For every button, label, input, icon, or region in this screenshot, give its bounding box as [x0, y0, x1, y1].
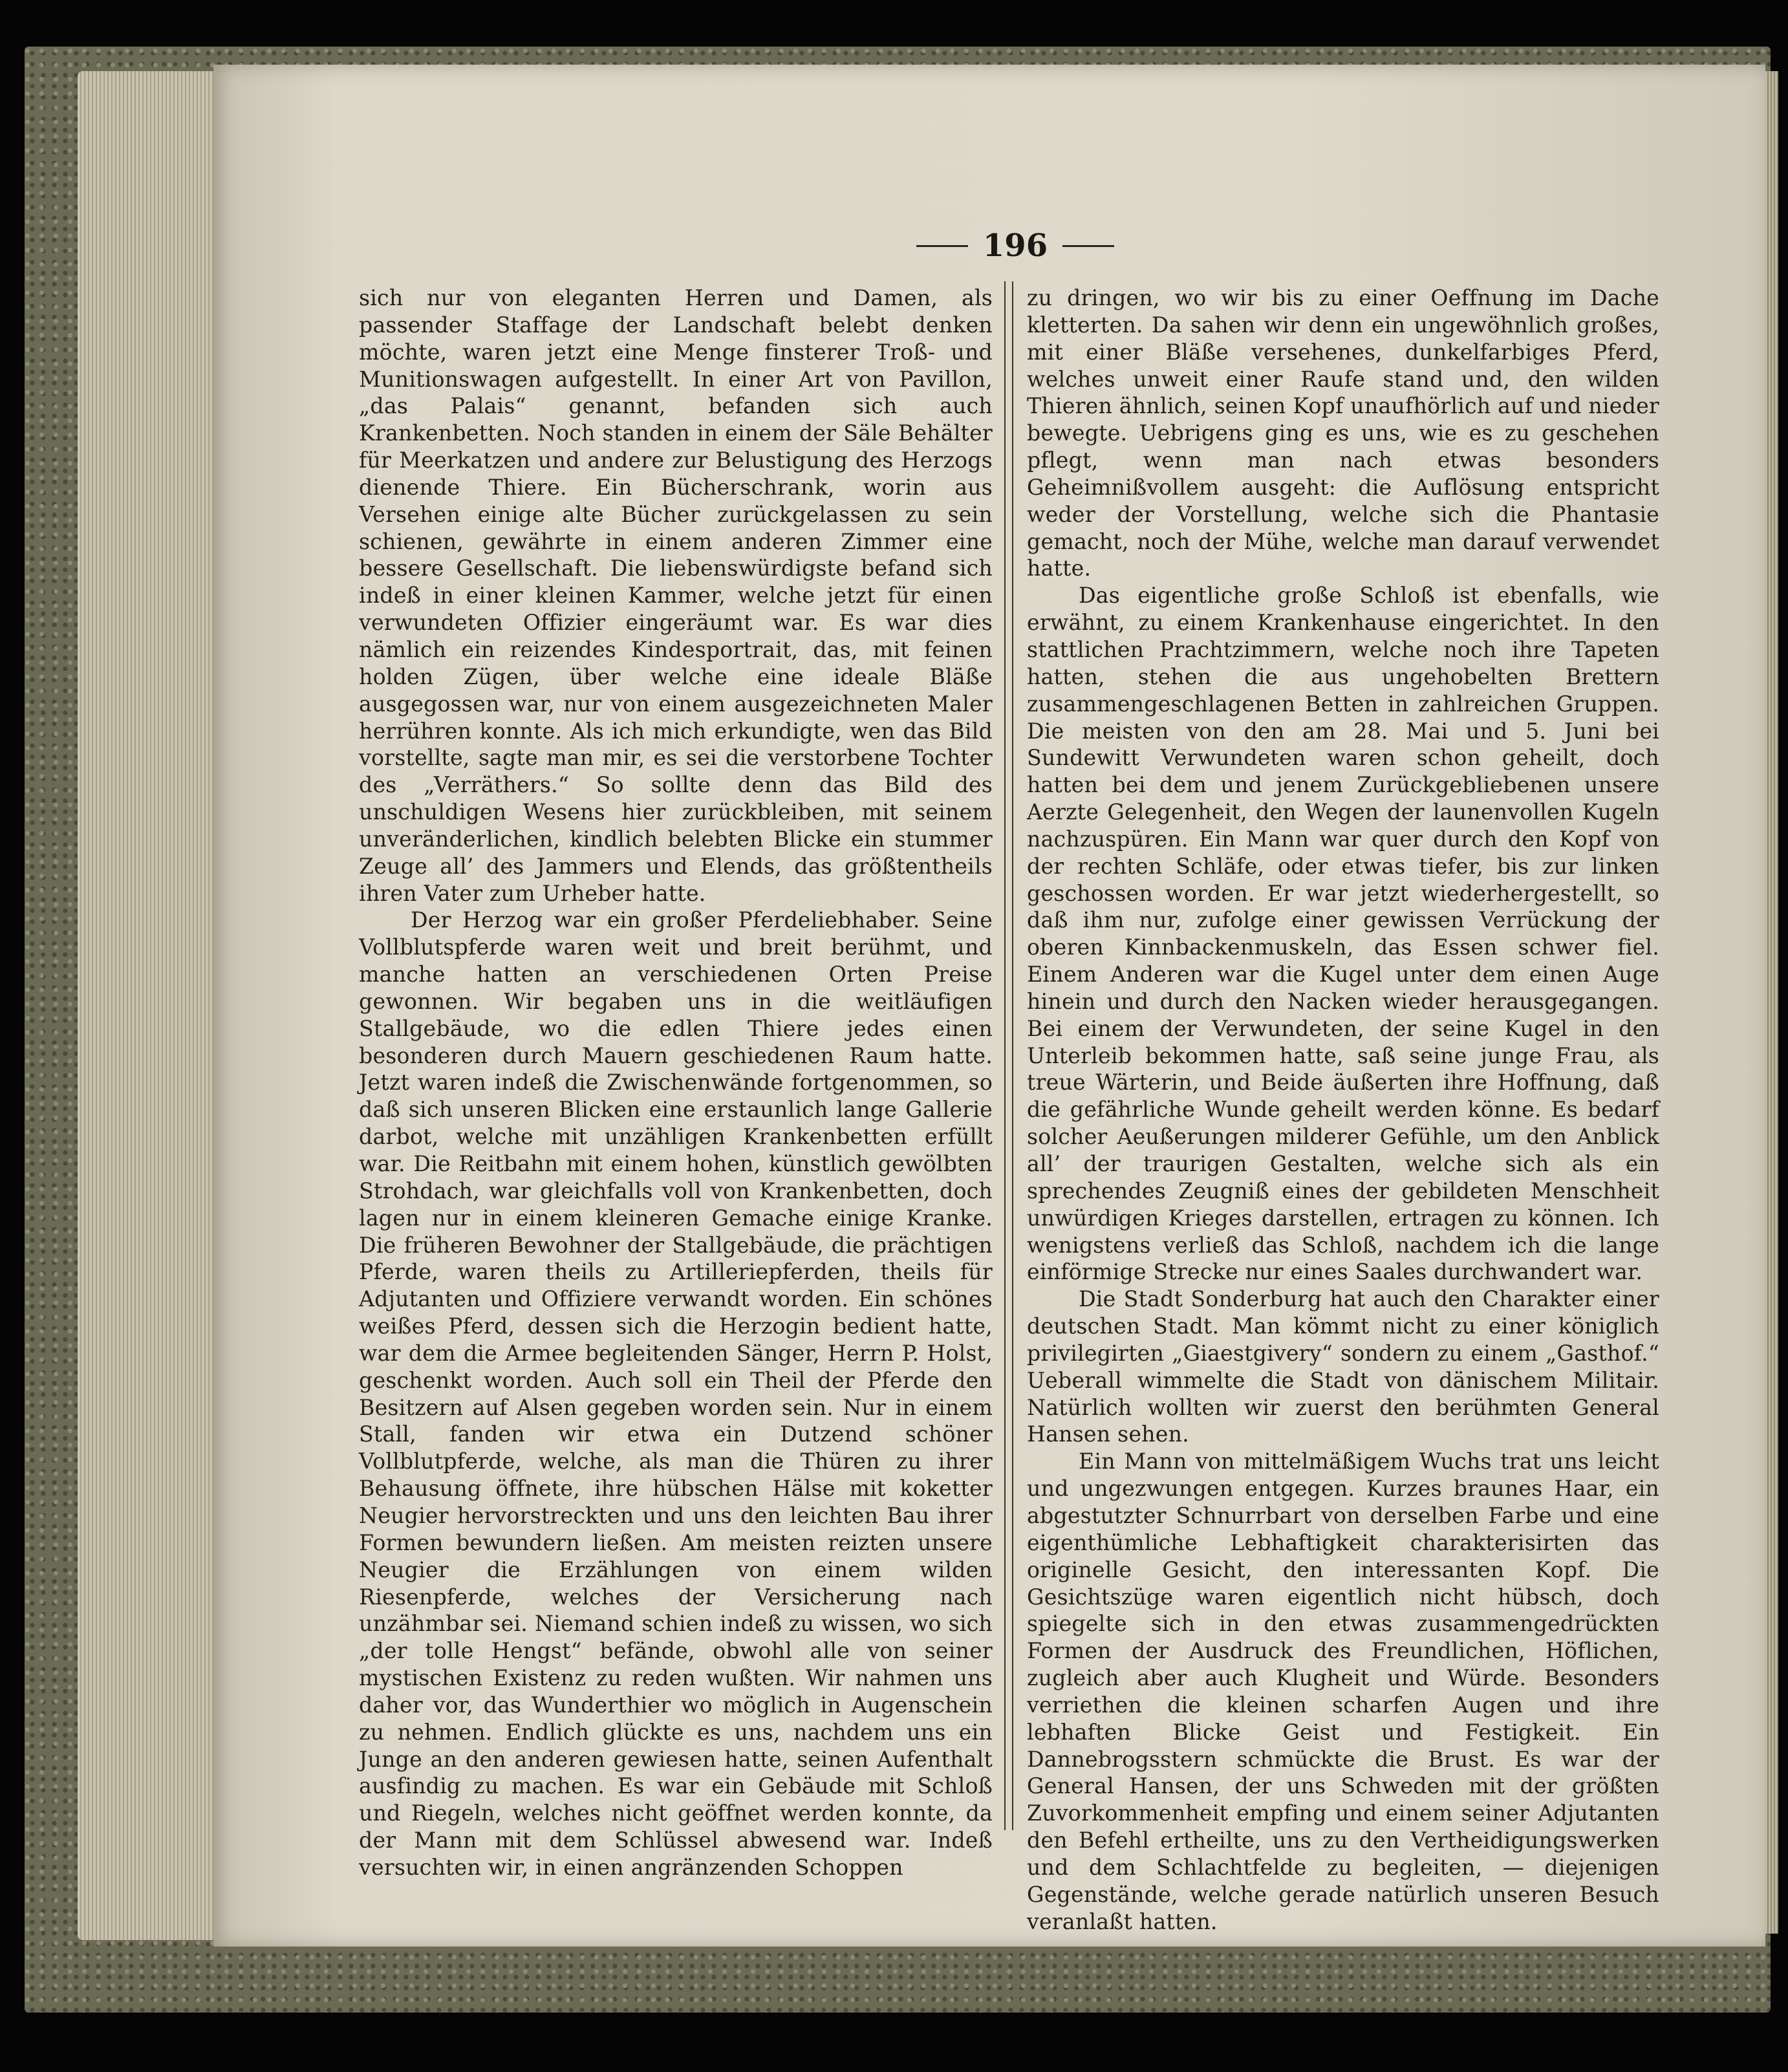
- left-column: [359, 285, 993, 1881]
- paragraph: zu dringen, wo wir bis zu einer Oeffnung im Dache kletterten. Da sahen wir denn ein ungewöhnlich großes, mit einer Bläße versehenes, dunkelfarbiges Pferd, welches unweit einer Raufe stand und, den wilden Thieren ähnlich, seinen Kopf unaufhörlich auf und nieder bewegte. Uebrigens ging es uns, wie es zu geschehen pflegt, wenn man nach etwas besonders Geheimnißvollem ausgeht: die Auflösung entspricht weder der Vorstellung, welche sich die Phantasie gemacht, noch der Mühe, welche man darauf verwendet hatte.: [1027, 285, 1659, 581]
- header-rule-right: [1062, 245, 1114, 247]
- paragraph: Ein Mann von mittelmäßigem Wuchs trat uns leicht und ungezwungen entgegen. Kurzes braunes Haar, ein abgestutzter Schnurrbart von derselben Farbe und eine eigenthümliche Lebhaftigkeit charakterisirten das originelle Gesicht, den interessanten Kopf. Die Gesichtszüge waren eigentlich nicht hübsch, doch spiegelte sich in den etwas zusammengedrückten Formen der Ausdruck des Freundlichen, Höflichen, zugleich aber auch Klugheit und Würde. Besonders verriethen die kleinen scharfen Augen und ihre lebhaften Blicke Geist und Festigkeit. Ein Dannebrogsstern schmückte die Brust. Es war der General Hansen, der uns Schweden mit der größten Zuvorkommenheit empfing und einem seiner Adjutanten den Befehl ertheilte, uns zu den Vertheidigungswerken und dem Schlachtfelde zu begleiten, — diejenigen Gegenstände, welche gerade natürlich unseren Besuch veranlaßt hatten.: [1027, 1449, 1659, 1934]
- right-column: [1027, 285, 1659, 1935]
- paragraph: sich nur von eleganten Herren und Damen, als passender Staffage der Landschaft belebt denken möchte, waren jetzt eine Menge finsterer Troß- und Munitionswagen aufgestellt. In einer Art von Pavillon, „das Palais“ genannt, befanden sich auch Krankenbetten. Noch standen in einem der Säle Behälter für Meerkatzen und andere zur Belustigung des Herzogs dienende Thiere. Ein Bücherschrank, worin aus Versehen einige alte Bücher zurückgelassen zu sein schienen, gewährte in einem anderen Zimmer eine bessere Gesellschaft. Die liebenswürdigste befand sich indeß in einer kleinen Kammer, welche jetzt für einen verwundeten Offizier eingeräumt war. Es war dies nämlich ein reizendes Kindesportrait, das, mit feinen holden Zügen, über welche eine ideale Bläße ausgegossen war, nur von einem ausgezeichneten Maler herrühren konnte. Als ich mich erkundigte, wen das Bild vorstellte, sagte man mir, es sei die verstorbene Tochter des „Verräthers.“ So sollte denn das Bild des unschuldigen Wesens hier zurückbleiben, mit seinem unveränderlichen, kindlich belebten Blicke ein stummer Zeuge all’ des Jammers und Elends, das größtentheils ihren Vater zum Urheber hatte.: [359, 285, 993, 906]
- page-number: 196: [982, 228, 1048, 264]
- paragraph: Der Herzog war ein großer Pferdeliebhaber. Seine Vollblutspferde waren weit und breit berühmt, und manche hatten an verschiedenen Orten Preise gewonnen. Wir begaben uns in die weitläufigen Stallgebäude, wo die edlen Thiere jedes einen besonderen durch Mauern geschiedenen Raum hatte. Jetzt waren indeß die Zwischenwände fortgenommen, so daß sich unseren Blicken eine erstaunlich lange Gallerie darbot, welche mit unzähligen Krankenbetten erfüllt war. Die Reitbahn mit einem hohen, künstlich gewölbten Strohdach, war gleichfalls voll von Krankenbetten, doch lagen nur in einem kleineren Gemache einige Kranke. Die früheren Bewohner der Stallgebäude, die prächtigen Pferde, waren theils zu Artilleriepferden, theils für Adjutanten und Offiziere verwandt worden. Ein schönes weißes Pferd, dessen sich die Herzogin bedient hatte, war dem die Armee begleitenden Sänger, Herrn P. Holst, geschenkt worden. Auch soll ein Theil der Pferde den Besitzern auf Alsen gegeben worden sein. Nur in einem Stall, fanden wir etwa ein Dutzend schöner Vollblutpferde, welche, als man die Thüren zu ihrer Behausung öffnete, ihre hübschen Hälse mit koketter Neugier hervorstreckten und uns den leichten Bau ihrer Formen bewundern ließen. Am meisten reizten unsere Neugier die Erzählungen von einem wilden Riesenpferde, welches der Versicherung nach unzähmbar sei. Niemand schien indeß zu wissen, wo sich „der tolle Hengst“ befände, obwohl alle von seiner mystischen Existenz zu reden wußten. Wir nahmen uns daher vor, das Wunderthier wo möglich in Augenschein zu nehmen. Endlich glückte es uns, nachdem uns ein Junge an den anderen gewiesen hatte, seinen Aufenthalt ausfindig zu machen. Es war ein Gebäude mit Schloß und Riegeln, welches nicht geöffnet werden konnte, da der Mann mit dem Schlüssel abwesend war. Indeß versuchten wir, in einen angränzenden Schoppen: [359, 907, 993, 1880]
- page-header: [879, 228, 1151, 266]
- paragraph: Das eigentliche große Schloß ist ebenfalls, wie erwähnt, zu einem Krankenhause eingerichtet. In den stattlichen Prachtzimmern, welche noch ihre Tapeten hatten, stehen die aus ungehobelten Brettern zusammengeschlagenen Betten in zahlreichen Gruppen. Die meisten von den am 28. Mai und 5. Juni bei Sundewitt Verwundeten waren schon geheilt, doch hatten bei dem und jenem Zurückgebliebenen unsere Aerzte Gelegenheit, den Wegen der launenvollen Kugeln nachzuspüren. Ein Mann war quer durch den Kopf von der rechten Schläfe, oder etwas tiefer, bis zur linken geschossen worden. Er war jetzt wiederhergestellt, so daß ihm nur, zufolge einer gewissen Verrückung der oberen Kinnbackenmuskeln, das Essen schwer fiel. Einem Anderen war die Kugel unter dem einen Auge hinein und durch den Nacken wieder herausgegangen. Bei einem der Verwundeten, der seine Kugel in den Unterleib bekommen hatte, saß seine junge Frau, als treue Wärterin, und Beide äußerten ihre Hoffnung, daß die gefährliche Wunde geheilt werden könne. Es bedarf solcher Aeußerungen milderer Gefühle, um den Anblick all’ der traurigen Gestalten, welche sich als ein sprechendes Zeugniß eines der gebildeten Menschheit unwürdigen Krieges darstellen, ertragen zu können. Ich wenigstens verließ das Schloß, nachdem ich die lange einförmige Strecke nur eines Saales durchwandert war.: [1027, 583, 1659, 1285]
- paragraph: Die Stadt Sonderburg hat auch den Charakter einer deutschen Stadt. Man kömmt nicht zu einer königlich privilegirten „Giaestgivery“ sondern zu einem „Gasthof.“ Ueberall wimmelte die Stadt von dänischem Militair. Natürlich wollten wir zuerst den berühmten General Hansen sehen.: [1027, 1286, 1659, 1447]
- column-divider: [1004, 281, 1013, 1830]
- header-rule-left: [916, 245, 968, 247]
